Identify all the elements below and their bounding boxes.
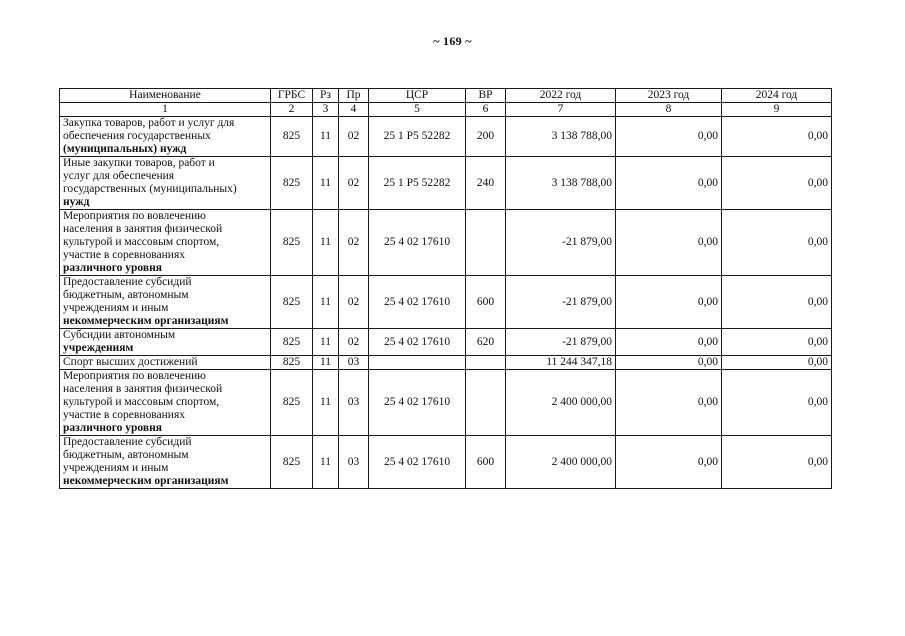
header-2022: 2022 год: [506, 89, 616, 103]
row-pr: 02: [339, 117, 369, 157]
header-rz: Рз: [313, 89, 339, 103]
table-row: [60, 329, 832, 356]
row-value-2024: 0,00: [722, 356, 832, 370]
header-csr: ЦСР: [369, 89, 466, 103]
table-row: [60, 117, 832, 157]
table-row: [60, 436, 832, 489]
row-name-line: Иные закупки товаров, работ и: [63, 157, 215, 169]
row-rz: 11: [313, 276, 339, 329]
column-number: 4: [339, 103, 369, 117]
column-number: 8: [616, 103, 722, 117]
row-value-2022: -21 879,00: [506, 329, 616, 356]
row-vr: 600: [466, 276, 506, 329]
row-grbs: 825: [271, 356, 313, 370]
table-row: [60, 356, 832, 370]
row-csr: 25 1 P5 52282: [369, 117, 466, 157]
row-rz: 11: [313, 157, 339, 210]
page-number: ~ 169 ~: [433, 34, 472, 48]
row-name: [60, 157, 271, 210]
row-vr: [466, 370, 506, 436]
row-pr: 02: [339, 329, 369, 356]
row-name-line: культурой и массовым спортом,: [63, 396, 220, 408]
row-name-line: некоммерческим организациям: [63, 475, 229, 487]
row-name-line: различного уровня: [63, 422, 162, 434]
row-grbs: 825: [271, 370, 313, 436]
row-value-2022: 2 400 000,00: [506, 370, 616, 436]
column-number-row: [60, 103, 832, 117]
row-vr: 200: [466, 117, 506, 157]
row-csr: 25 1 P5 52282: [369, 157, 466, 210]
header-vr: ВР: [466, 89, 506, 103]
row-name-line: культурой и массовым спортом,: [63, 236, 220, 248]
row-value-2024: 0,00: [722, 276, 832, 329]
row-name: [60, 370, 271, 436]
row-pr: 03: [339, 356, 369, 370]
row-name-line: государственных (муниципальных): [63, 183, 237, 195]
row-name: [60, 276, 271, 329]
row-value-2022: 11 244 347,18: [506, 356, 616, 370]
header-name: Наименование: [60, 89, 271, 103]
row-name-line: участие в соревнованиях: [63, 249, 185, 261]
row-name: [60, 117, 271, 157]
row-name-line: Субсидии автономным: [63, 329, 176, 341]
row-csr: 25 4 02 17610: [369, 210, 466, 276]
row-rz: 11: [313, 210, 339, 276]
row-name-line: нужд: [63, 196, 90, 208]
row-rz: 11: [313, 329, 339, 356]
row-value-2022: 3 138 788,00: [506, 157, 616, 210]
table-row: [60, 276, 832, 329]
row-vr: [466, 356, 506, 370]
column-number: 6: [466, 103, 506, 117]
row-value-2023: 0,00: [616, 210, 722, 276]
row-value-2024: 0,00: [722, 210, 832, 276]
row-value-2023: 0,00: [616, 117, 722, 157]
column-number: 3: [313, 103, 339, 117]
row-name-line: Мероприятия по вовлечению: [63, 210, 206, 222]
budget-table: [59, 88, 832, 489]
row-name-line: некоммерческим организациям: [63, 315, 229, 327]
row-name-line: бюджетным, автономным: [63, 289, 189, 301]
row-csr: [369, 356, 466, 370]
row-name-line: учреждениям: [63, 342, 134, 354]
row-pr: 02: [339, 276, 369, 329]
row-name-line: участие в соревнованиях: [63, 409, 185, 421]
row-value-2023: 0,00: [616, 370, 722, 436]
row-name-line: Спорт высших достижений: [63, 356, 198, 368]
row-value-2023: 0,00: [616, 329, 722, 356]
row-value-2023: 0,00: [616, 276, 722, 329]
header-grbs: ГРБС: [271, 89, 313, 103]
row-value-2024: 0,00: [722, 157, 832, 210]
row-vr: 600: [466, 436, 506, 489]
row-name-line: бюджетным, автономным: [63, 449, 189, 461]
row-name-line: Предоставление субсидий: [63, 436, 192, 448]
row-name-line: услуг для обеспечения: [63, 170, 175, 182]
row-name-line: Предоставление субсидий: [63, 276, 192, 288]
row-value-2024: 0,00: [722, 329, 832, 356]
table-body: [60, 117, 832, 489]
row-csr: 25 4 02 17610: [369, 329, 466, 356]
row-value-2024: 0,00: [722, 117, 832, 157]
row-value-2024: 0,00: [722, 436, 832, 489]
row-pr: 03: [339, 370, 369, 436]
row-name: [60, 210, 271, 276]
row-value-2022: 2 400 000,00: [506, 436, 616, 489]
row-pr: 02: [339, 157, 369, 210]
row-pr: 03: [339, 436, 369, 489]
row-value-2023: 0,00: [616, 157, 722, 210]
row-name-line: Закупка товаров, работ и услуг для: [63, 117, 235, 129]
row-grbs: 825: [271, 157, 313, 210]
row-vr: 620: [466, 329, 506, 356]
row-pr: 02: [339, 210, 369, 276]
table-row: [60, 370, 832, 436]
column-number: 1: [60, 103, 271, 117]
table-row: [60, 157, 832, 210]
row-vr: [466, 210, 506, 276]
header-pr: Пр: [339, 89, 369, 103]
row-csr: 25 4 02 17610: [369, 276, 466, 329]
row-value-2023: 0,00: [616, 356, 722, 370]
row-grbs: 825: [271, 276, 313, 329]
header-2023: 2023 год: [616, 89, 722, 103]
row-name-line: населения в занятия физической: [63, 383, 223, 395]
row-csr: 25 4 02 17610: [369, 436, 466, 489]
row-name: [60, 329, 271, 356]
row-name-line: населения в занятия физической: [63, 223, 223, 235]
row-csr: 25 4 02 17610: [369, 370, 466, 436]
column-number: 9: [722, 103, 832, 117]
row-value-2022: 3 138 788,00: [506, 117, 616, 157]
row-name-line: (муниципальных) нужд: [63, 143, 187, 155]
row-value-2022: -21 879,00: [506, 276, 616, 329]
header-row: [60, 89, 832, 103]
row-name: [60, 356, 271, 370]
row-grbs: 825: [271, 210, 313, 276]
column-number: 5: [369, 103, 466, 117]
row-name: [60, 436, 271, 489]
row-vr: 240: [466, 157, 506, 210]
row-rz: 11: [313, 356, 339, 370]
row-name-line: учреждениям и иным: [63, 302, 169, 314]
column-number: 2: [271, 103, 313, 117]
row-grbs: 825: [271, 117, 313, 157]
row-rz: 11: [313, 436, 339, 489]
row-grbs: 825: [271, 436, 313, 489]
column-number: 7: [506, 103, 616, 117]
row-rz: 11: [313, 370, 339, 436]
row-value-2024: 0,00: [722, 370, 832, 436]
header-2024: 2024 год: [722, 89, 832, 103]
row-name-line: различного уровня: [63, 262, 162, 274]
row-name-line: учреждениям и иным: [63, 462, 169, 474]
row-value-2023: 0,00: [616, 436, 722, 489]
row-rz: 11: [313, 117, 339, 157]
row-value-2022: -21 879,00: [506, 210, 616, 276]
table-row: [60, 210, 832, 276]
row-name-line: обеспечения государственных: [63, 130, 211, 142]
row-grbs: 825: [271, 329, 313, 356]
row-name-line: Мероприятия по вовлечению: [63, 370, 206, 382]
